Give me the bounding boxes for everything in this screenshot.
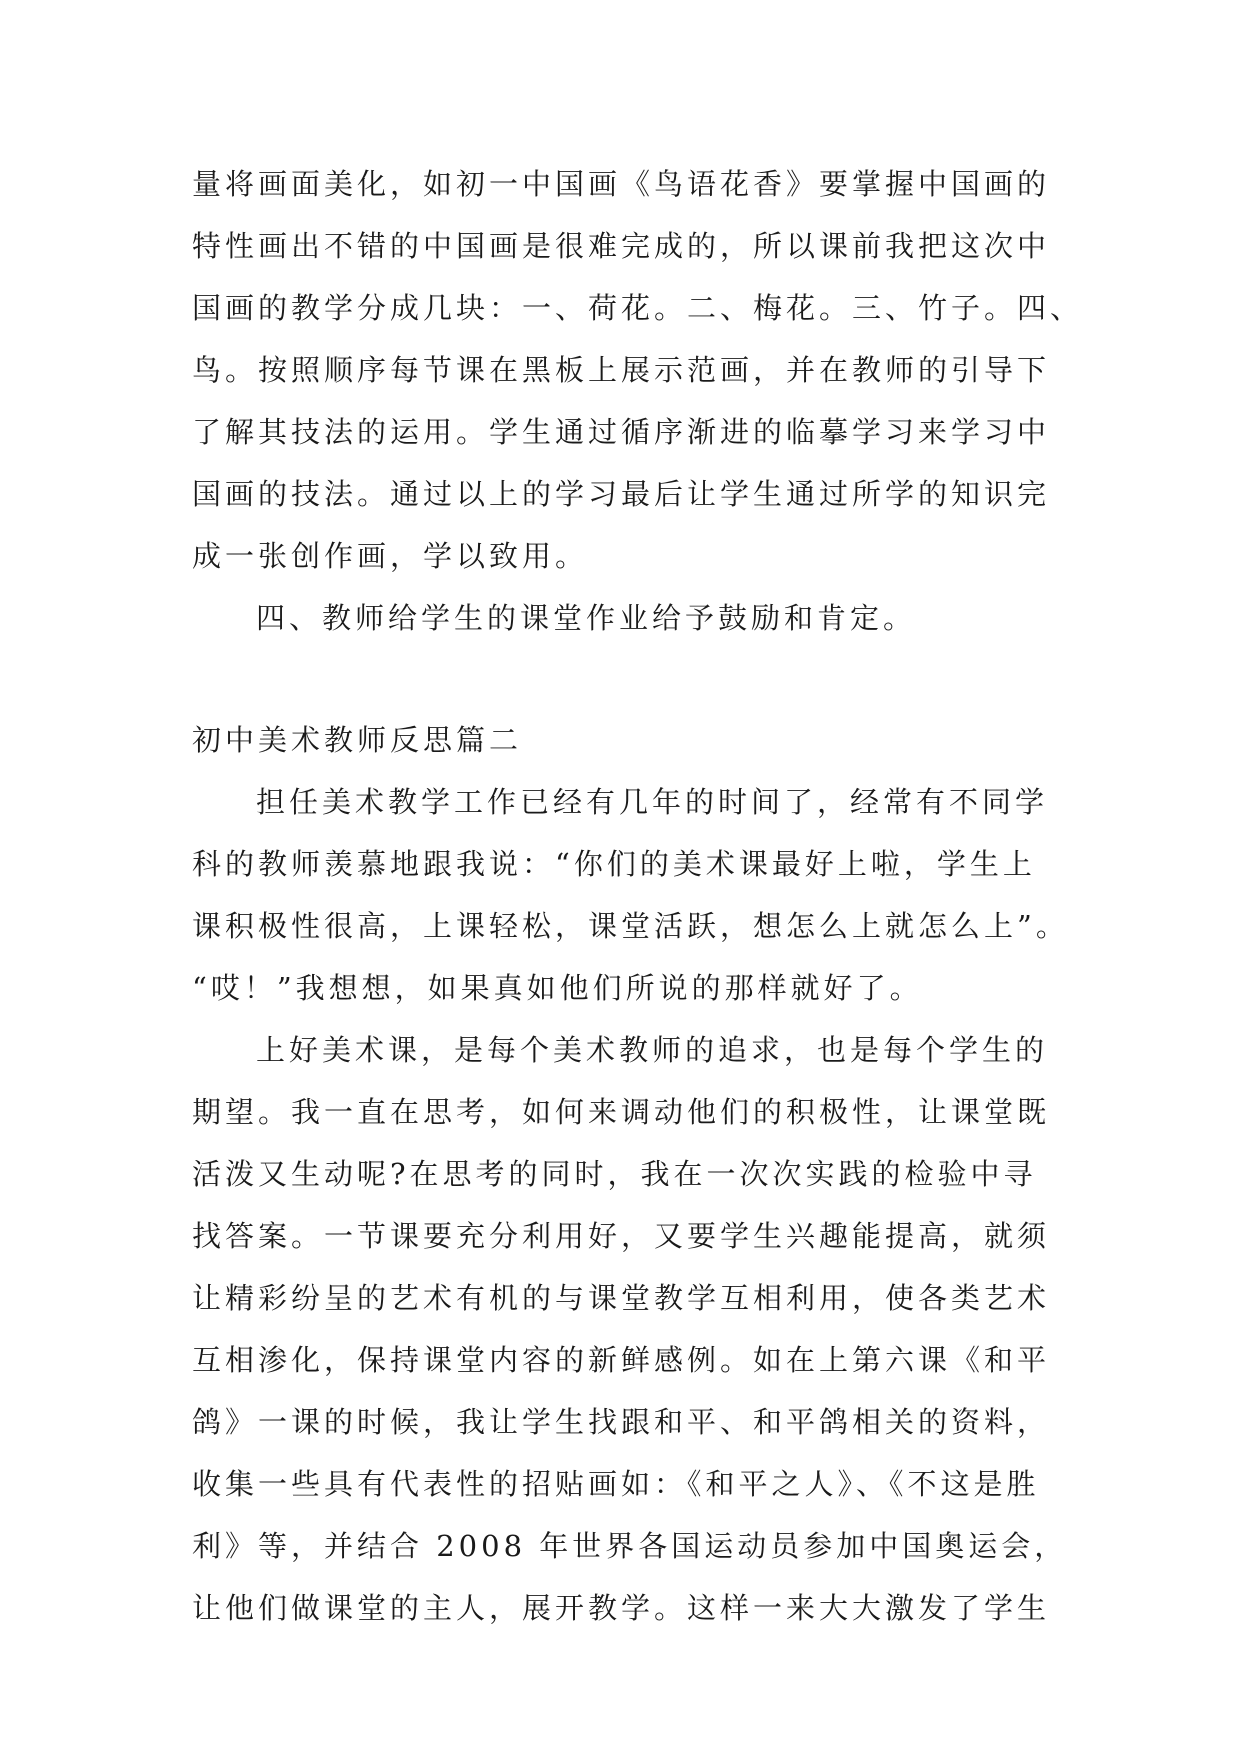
paragraph-line: 鸽》一课的时候，我让学生找跟和平、和平鸽相关的资料， bbox=[192, 1405, 1051, 1439]
paragraph-line: 让他们做课堂的主人，展开教学。这样一来大大激发了学生 bbox=[192, 1591, 1051, 1625]
paragraph-line: 收集一些具有代表性的招贴画如：《和平之人》、《不这是胜 bbox=[192, 1467, 1040, 1501]
text-line: 了解其技法的运用。学生通过循序渐进的临摹学习来学习中 bbox=[192, 415, 1051, 449]
paragraph-line: 科的教师羡慕地跟我说：“你们的美术课最好上啦，学生上 bbox=[192, 847, 1036, 881]
text-line: 国画的教学分成几块：一、荷花。二、梅花。三、竹子。四、 bbox=[192, 291, 1084, 325]
paragraph-line: 让精彩纷呈的艺术有机的与课堂教学互相利用，使各类艺术 bbox=[192, 1281, 1051, 1315]
text-line: 量将画面美化，如初一中国画《鸟语花香》要掌握中国画的 bbox=[192, 167, 1051, 201]
paragraph-line: 上好美术课，是每个美术教师的追求，也是每个学生的 bbox=[256, 1033, 1049, 1067]
paragraph-line: 活泼又生动呢?在思考的同时，我在一次次实践的检验中寻 bbox=[192, 1157, 1037, 1191]
paragraph-line: 担任美术教学工作已经有几年的时间了，经常有不同学 bbox=[256, 785, 1049, 819]
paragraph-line: 利》等，并结合 2008 年世界各国运动员参加中国奥运会， bbox=[192, 1529, 1068, 1563]
section-heading: 初中美术教师反思篇二 bbox=[192, 723, 523, 757]
paragraph-line: 互相渗化，保持课堂内容的新鲜感例。如在上第六课《和平 bbox=[192, 1343, 1051, 1377]
point-four-line: 四、教师给学生的课堂作业给予鼓励和肯定。 bbox=[256, 601, 917, 635]
paragraph-line: 找答案。一节课要充分利用好，又要学生兴趣能提高，就须 bbox=[192, 1219, 1051, 1253]
text-line: 特性画出不错的中国画是很难完成的，所以课前我把这次中 bbox=[192, 229, 1051, 263]
text-line: 成一张创作画，学以致用。 bbox=[192, 539, 589, 573]
paragraph-line: “哎！”我想想，如果真如他们所说的那样就好了。 bbox=[192, 971, 923, 1005]
paragraph-line: 期望。我一直在思考，如何来调动他们的积极性，让课堂既 bbox=[192, 1095, 1051, 1129]
text-line: 鸟。按照顺序每节课在黑板上展示范画，并在教师的引导下 bbox=[192, 353, 1051, 387]
paragraph-line: 课积极性很高，上课轻松，课堂活跃，想怎么上就怎么上”。 bbox=[192, 909, 1069, 943]
text-line: 国画的技法。通过以上的学习最后让学生通过所学的知识完 bbox=[192, 477, 1051, 511]
